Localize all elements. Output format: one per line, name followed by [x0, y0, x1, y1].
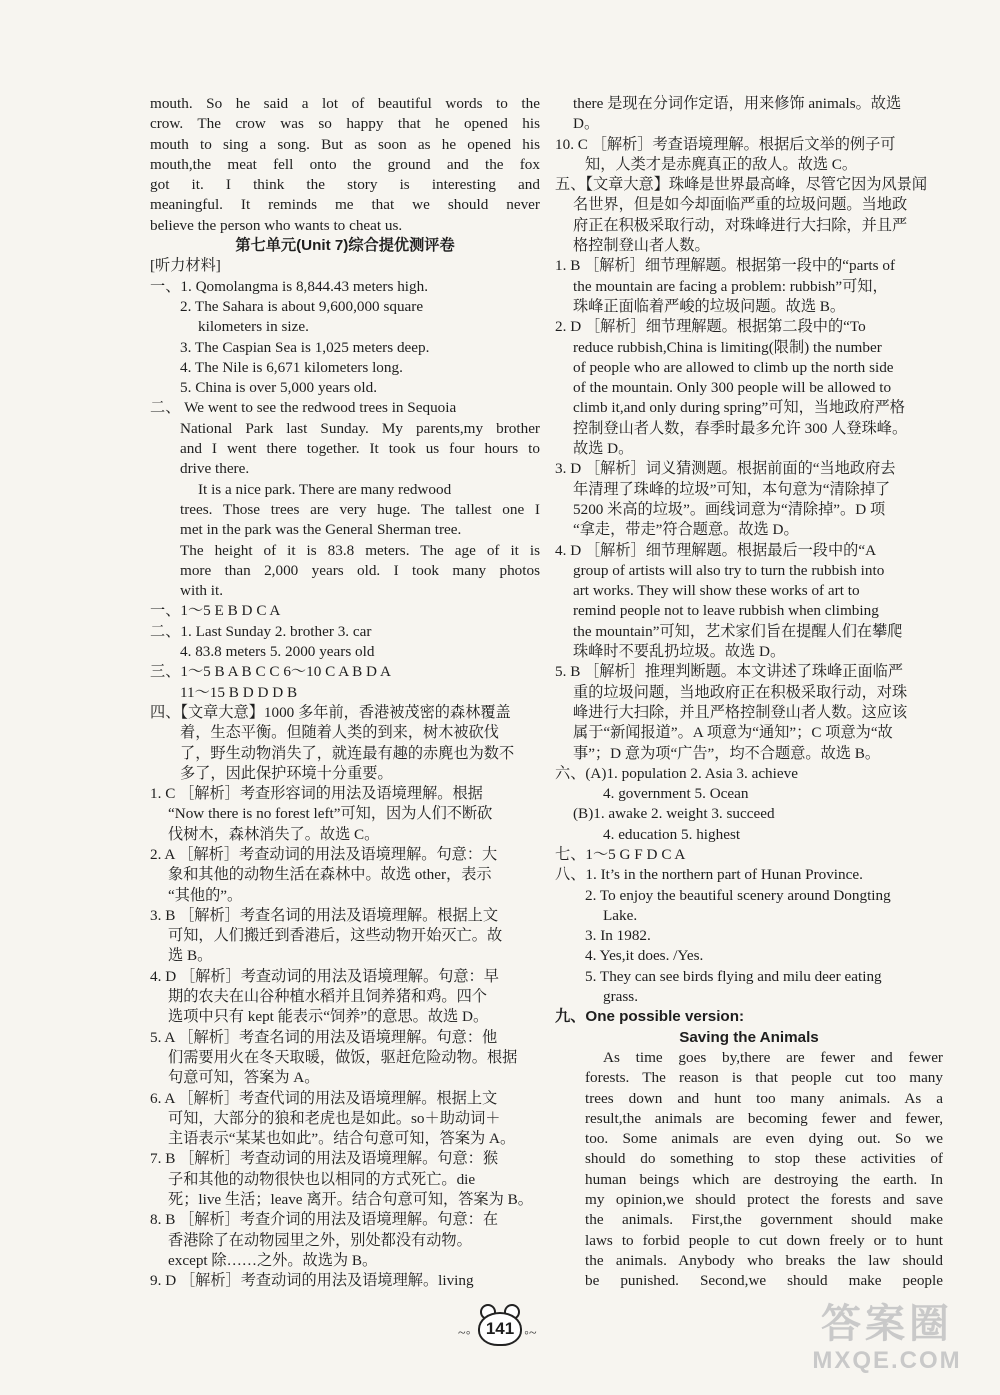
- text-line: 府正在积极采取行动，对珠峰进行大扫除，并且严: [573, 216, 908, 234]
- text-line: 一、1. Qomolangma is 8,844.43 meters high.: [150, 277, 428, 295]
- watermark-logo-text: 答案圈: [821, 1302, 953, 1346]
- text-line: meaningful. It reminds me that we should never: [150, 196, 540, 214]
- text-line: 选 B。: [168, 947, 213, 965]
- text-line: of people who are allowed to climb up the north side: [573, 358, 894, 376]
- text-line: 多了，因此保护环境十分重要。: [180, 764, 393, 782]
- text-line: 5200 米高的垃圾”。画线词意为“清除掉”。D 项: [573, 500, 886, 518]
- swirl-decoration-icon: ◦~: [524, 1326, 537, 1341]
- text-line: mouth to sing a song. But as soon as he opened his: [150, 135, 540, 153]
- text-line: 10. C ［解析］考查语境理解。根据后文举的例子可: [555, 135, 896, 153]
- text-line: 珠峰时不要乱扔垃圾。故选 D。: [573, 643, 786, 661]
- text-line: trees down and hunt too many animals. As a: [585, 1089, 943, 1107]
- text-line: 七、1～5 G F D C A: [555, 845, 686, 863]
- text-line: 2. D ［解析］细节理解题。根据第二段中的“To: [555, 318, 866, 336]
- text-line: 事”；D 意为项“广告”，均不合题意。故选 B。: [573, 744, 881, 762]
- text-line: 属于“新闻报道”。A 项意为“通知”；C 项意为“故: [573, 724, 893, 742]
- text-line: 可知，大部分的狼和老虎也是如此。so＋助动词＋: [168, 1109, 501, 1127]
- text-line: with it.: [180, 582, 224, 600]
- text-line: 2. The Sahara is about 9,600,000 square: [180, 297, 424, 315]
- text-line: 3. In 1982.: [585, 927, 651, 945]
- text-line: 主语表示“某某也如此”。结合句意可知，答案为 A。: [168, 1130, 516, 1148]
- text-line: and I went there together. It took us four hours to: [180, 440, 540, 458]
- text-line: human beings which are destroying the earth. In: [585, 1170, 943, 1188]
- text-line: got it. I think the story is interesting and: [150, 176, 540, 194]
- text-line: [听力材料]: [150, 257, 221, 275]
- text-line: 四、【文章大意】1000 多年前，香港被茂密的森林覆盖: [150, 703, 511, 721]
- text-line: “拿走，带走”符合题意。故选 D。: [573, 521, 799, 539]
- text-line: 伐树木，森林消失了。故选 C。: [168, 825, 380, 843]
- text-line: 子和其他的动物很快也以相同的方式死亡。die: [168, 1170, 476, 1188]
- text-line: D。: [573, 115, 600, 133]
- text-line: It is a nice park. There are many redwood: [198, 480, 452, 498]
- text-line: 可知，人们搬迁到香港后，这些动物开始灭亡。故: [168, 927, 503, 945]
- text-line: 九、One possible version:: [555, 1008, 745, 1026]
- section-title: 第七单元(Unit 7)综合提优测评卷: [235, 237, 455, 255]
- text-line: 句意可知，答案为 A。: [168, 1069, 320, 1087]
- text-line: 五、【文章大意】珠峰是世界最高峰，尽管它因为风景闻: [555, 176, 928, 194]
- text-line: be punished. Second,we should make people: [585, 1272, 943, 1290]
- text-line: the animals. Anybody who breaks the law should: [585, 1251, 943, 1269]
- text-line: 2. A ［解析］考查动词的用法及语境理解。句意：大: [150, 845, 498, 863]
- text-line: climb it,and only during spring”可知，当地政府严格: [573, 399, 905, 417]
- text-line: 一、1～5 E B D C A: [150, 602, 281, 620]
- text-line: 香港除了在动物园里之外，别处都没有动物。: [168, 1231, 472, 1249]
- text-line: 7. B ［解析］考查动词的用法及语境理解。句意：猴: [150, 1150, 499, 1168]
- text-line: 4. education 5. highest: [603, 825, 741, 843]
- text-line: 了，野生动物消失了，就连最有趣的赤麂也为数不: [180, 744, 515, 762]
- text-line: mouth. So he said a lot of beautiful words to the: [150, 95, 540, 112]
- text-line: forests. The reason is that people cut too many: [585, 1069, 943, 1087]
- text-line: 期的农夫在山谷种植水稻并且饲养猪和鸡。四个: [168, 988, 487, 1006]
- text-line: “Now there is no forest left”可知，因为人们不断砍: [168, 805, 493, 823]
- text-line: The height of it is 83.8 meters. The age of it is: [180, 541, 540, 559]
- text-line: 八、1. It’s in the northern part of Hunan Province.: [555, 866, 863, 884]
- text-line: kilometers in size.: [198, 318, 309, 336]
- text-line: 控制登山者人数，春季时最多允许 300 人登珠峰。: [573, 419, 908, 437]
- text-line: remind people not to leave rubbish when climbing: [573, 602, 879, 620]
- text-line: 珠峰正面临着严峻的垃圾问题。故选 B。: [573, 297, 846, 315]
- text-line: 知，人类才是赤麂真正的敌人。故选 C。: [585, 155, 858, 173]
- swirl-decoration-icon: ~◦: [458, 1326, 471, 1341]
- page-number-badge: [450, 1296, 550, 1346]
- text-line: result,the animals are becoming fewer and fewer,: [585, 1109, 943, 1127]
- text-line: 故选 D。: [573, 440, 634, 458]
- text-line: 死；live 生活；leave 离开。结合句意可知，答案为 B。: [168, 1191, 533, 1209]
- text-line: As time goes by,there are fewer and fewer: [603, 1048, 943, 1066]
- text-line: the mountain are facing a problem: rubbish”可知，: [573, 277, 888, 295]
- text-line: 三、1～5 B A B C C 6～10 C A B D A: [150, 663, 391, 681]
- text-line: 峰进行大扫除，并且严格控制登山者人数。这应该: [573, 703, 908, 721]
- text-line: trees. Those trees are very huge. The tallest one I: [180, 500, 540, 518]
- text-line: 二、1. Last Sunday 2. brother 3. car: [150, 622, 372, 640]
- watermark-domain: MXQE.COM: [812, 1347, 962, 1374]
- text-line: 6. A ［解析］考查代词的用法及语境理解。根据上文: [150, 1089, 498, 1107]
- text-line: 3. D ［解析］词义猜测题。根据前面的“当地政府去: [555, 460, 896, 478]
- text-line: Lake.: [603, 906, 638, 924]
- text-line: art works. They will show these works of art to: [573, 582, 860, 600]
- text-line: (B)1. awake 2. weight 3. succeed: [573, 805, 775, 823]
- text-line: the animals. First,the government should make: [585, 1211, 943, 1229]
- text-line: 二、 We went to see the redwood trees in Sequoia: [150, 399, 457, 417]
- text-line: should do something to stop these activities of: [585, 1150, 943, 1168]
- text-line: “其他的”。: [168, 886, 243, 904]
- site-watermark: [792, 1301, 982, 1381]
- text-line: 4. D ［解析］考查动词的用法及语境理解。句意：早: [150, 967, 499, 985]
- text-line: of the mountain. Only 300 people will be allowed to: [573, 379, 892, 397]
- text-line: the mountain”可知，艺术家们旨在提醒人们在攀爬: [573, 622, 903, 640]
- text-line: crow. The crow was so happy that he opened his: [150, 115, 540, 133]
- text-line: mouth,the meat fell onto the ground and the fox: [150, 155, 540, 173]
- text-line: believe the person who wants to cheat us.: [150, 216, 403, 234]
- text-line: 六、(A)1. population 2. Asia 3. achieve: [555, 764, 798, 782]
- text-line: 2. To enjoy the beautiful scenery around Dongting: [585, 886, 891, 904]
- text-line: National Park last Sunday. My parents,my brother: [180, 419, 540, 437]
- text-line: 格控制登山者人数。: [573, 237, 710, 255]
- text-line: 5. B ［解析］推理判断题。本文讲述了珠峰正面临严: [555, 663, 904, 681]
- text-line: grass.: [603, 988, 639, 1006]
- text-line: 11～15 B D D D B: [180, 683, 298, 701]
- text-line: drive there.: [180, 460, 250, 478]
- text-line: 名世界，但是如今却面临严重的垃圾问题。当地政: [573, 196, 908, 214]
- text-line: 1. C ［解析］考查形容词的用法及语境理解。根据: [150, 785, 483, 803]
- essay-title: Saving the Animals: [679, 1028, 819, 1046]
- text-line: 5. They can see birds flying and milu deer eating: [585, 967, 882, 985]
- text-line: 5. A ［解析］考查名词的用法及语境理解。句意：他: [150, 1028, 498, 1046]
- text-line: 4. 83.8 meters 5. 2000 years old: [180, 643, 375, 661]
- text-line: 3. The Caspian Sea is 1,025 meters deep.: [180, 338, 430, 356]
- text-line: 8. B ［解析］考查介词的用法及语境理解。句意：在: [150, 1211, 499, 1229]
- text-line: 5. China is over 5,000 years old.: [180, 379, 377, 397]
- text-line: 4. The Nile is 6,671 kilometers long.: [180, 358, 403, 376]
- text-line: 们需要用火在冬天取暖，做饭，驱赶危险动物。根据: [168, 1048, 518, 1066]
- text-line: 选项中只有 kept 能表示“饲养”的意思。故选 D。: [168, 1008, 489, 1026]
- text-line: 年清理了珠峰的垃圾”可知，本句意为“清除掉了: [573, 480, 891, 498]
- page-number: 141: [478, 1312, 522, 1346]
- text-line: 重的垃圾问题，当地政府正在积极采取行动，对珠: [573, 683, 908, 701]
- text-line: reduce rubbish,China is limiting(限制) the number: [573, 338, 882, 356]
- text-line: my opinion,we should protect the forests and save: [585, 1191, 943, 1209]
- text-line: laws to forbid people to cut down freely or to hunt: [585, 1231, 943, 1249]
- text-line: more than 2,000 years old. I took many photos: [180, 561, 540, 579]
- text-line: 4. government 5. Ocean: [603, 785, 749, 803]
- text-line: 象和其他的动物生活在森林中。故选 other，表示: [168, 866, 492, 884]
- text-line: 3. B ［解析］考查名词的用法及语境理解。根据上文: [150, 906, 499, 924]
- text-line: there 是现在分词作定语，用来修饰 animals。故选: [573, 95, 902, 112]
- text-line: 4. Yes,it does. /Yes.: [585, 947, 704, 965]
- text-line: except 除……之外。故选为 B。: [168, 1251, 378, 1269]
- text-line: 着，生态平衡。但随着人类的到来，树木被砍伐: [180, 724, 499, 742]
- left-column: [150, 94, 540, 1292]
- text-line: 4. D ［解析］细节理解题。根据最后一段中的“A: [555, 541, 877, 559]
- text-line: too. Some animals are even dying out. So we: [585, 1130, 943, 1148]
- text-line: group of artists will also try to turn the rubbish into: [573, 561, 885, 579]
- text-line: 9. D ［解析］考查动词的用法及语境理解。living: [150, 1272, 474, 1290]
- text-line: 1. B ［解析］细节理解题。根据第一段中的“parts of: [555, 257, 896, 275]
- text-line: met in the park was the General Sherman tree.: [180, 521, 462, 539]
- right-column: [555, 94, 943, 1292]
